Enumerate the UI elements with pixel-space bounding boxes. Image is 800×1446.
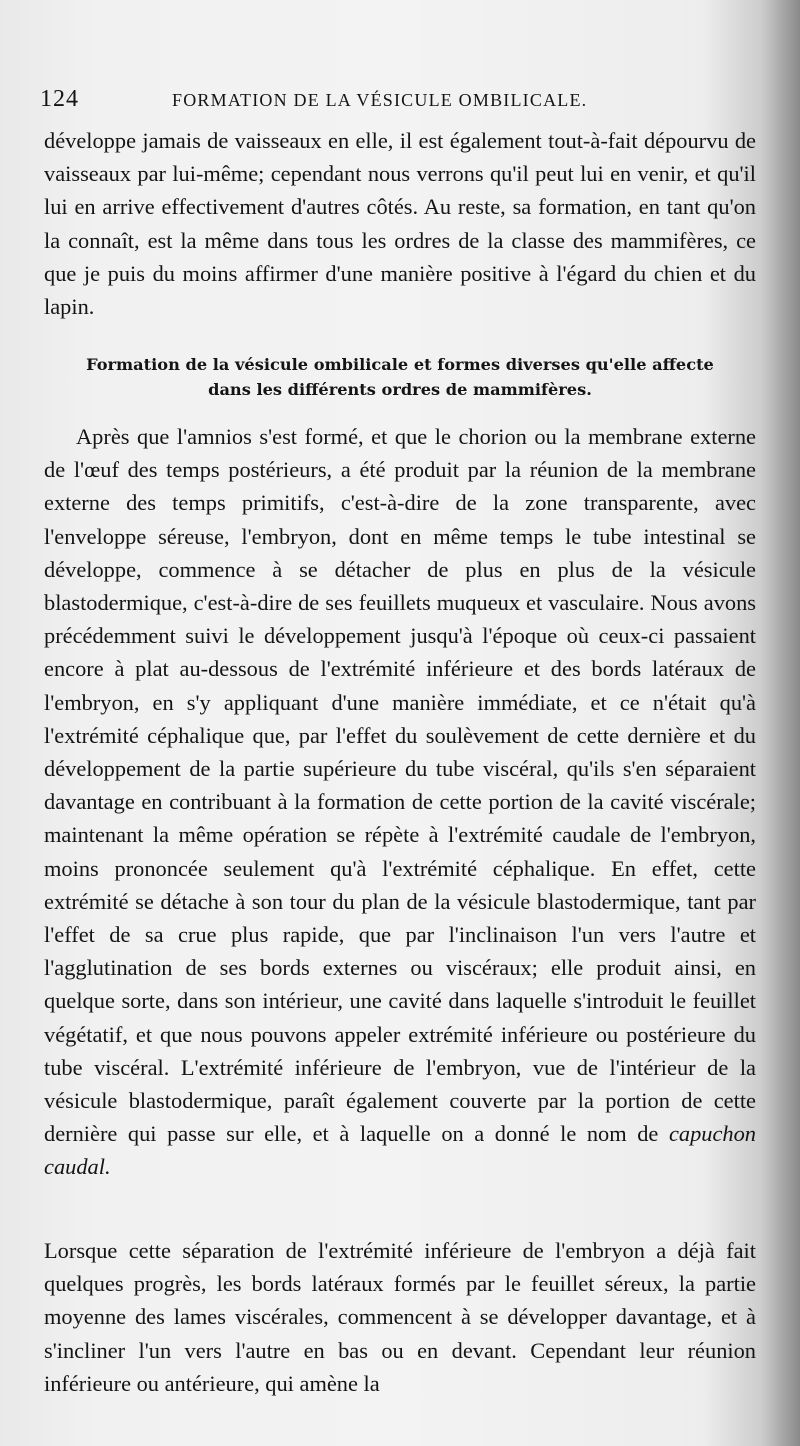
paragraph-2-text: Après que l'amnios s'est formé, et que le chorion ou la membrane externe de l'œuf des temps postérieurs, a été produit par la réunion de la membrane externe des temps primitifs, c'est-à-dire de la zone transparente, avec l'enveloppe séreuse, l'embryon, dont en même temps le tube intestinal se développe, commence à se détacher de plus en plus de la vésicule blastodermique, c'est-à-dire de ses feuillets muqueux et vasculaire. Nous avons précédemment suivi le développement jusqu'à l'époque où ceux-ci passaient encore à plat au-dessous de l'extrémité inférieure et des bords latéraux de l'embryon, en s'y appliquant d'une manière immédiate, et ce n'était qu'à l'extrémité céphalique que, par l'effet du soulèvement de cette dernière et du développement de la partie supérieure du tube viscéral, qu'ils s'en séparaient davantage en contribuant à la formation de cette portion de la cavité viscérale; maintenant la même opération se répète à l'extrémité caudale de l'embryon, moins prononcée seulement qu'à l'extrémité céphalique. En effet, cette extrémité se détache à son tour du plan de la vésicule blastodermique, tant par l'effet de sa crue plus rapide, que par l'inclinaison l'un vers l'autre et l'agglutination de ses bords externes ou viscéraux; elle produit ainsi, en quelque sorte, dans son intérieur, une cavité dans laquelle s'introduit le feuillet végétatif, et que nous pouvons appeler extrémité inférieure ou postérieure du tube viscéral. L'extrémité inférieure de l'embryon, vue de l'intérieur de la vésicule blastodermique, paraît également couverte par la portion de cette dernière qui passe sur elle, et à laquelle on a donné le nom de <box>44 424 756 1147</box>
page-edge-shadow <box>760 0 800 1446</box>
running-title: FORMATION DE LA VÉSICULE OMBILICALE. <box>172 90 588 110</box>
paragraph-2-italic-term: capuchon caudal. <box>44 1121 756 1180</box>
section-heading <box>40 352 760 402</box>
paragraph-2 <box>44 420 756 1184</box>
section-heading-line-2: dans les différents ordres de mammifères. <box>208 380 592 399</box>
running-header <box>40 86 750 116</box>
paragraph-3: Lorsque cette séparation de l'extrémité inférieure de l'embryon a déjà fait quelques progrès, les bords latéraux formés par le feuillet séreux, la partie moyenne des lames viscérales, commencent à se développer davantage, et à s'incliner l'un vers l'autre en bas ou en devant. Cependant leur réunion inférieure ou antérieure, qui amène la <box>44 1238 756 1396</box>
page-number: 124 <box>40 86 79 112</box>
paragraph-1: développe jamais de vaisseaux en elle, il est également tout-à-fait dépourvu de vaisseaux par lui-même; cependant nous verrons qu'il peut lui en venir, et qu'il lui en arrive effectivement d'autres côtés. Au reste, sa formation, en tant qu'on la connaît, est la même dans tous les ordres de la classe des mammifères, ce que je puis du moins affirmer d'une manière positive à l'égard du chien et du lapin. <box>44 128 756 320</box>
section-heading-line-1: Formation de la vésicule ombilicale et formes diverses qu'elle affecte <box>86 355 714 374</box>
